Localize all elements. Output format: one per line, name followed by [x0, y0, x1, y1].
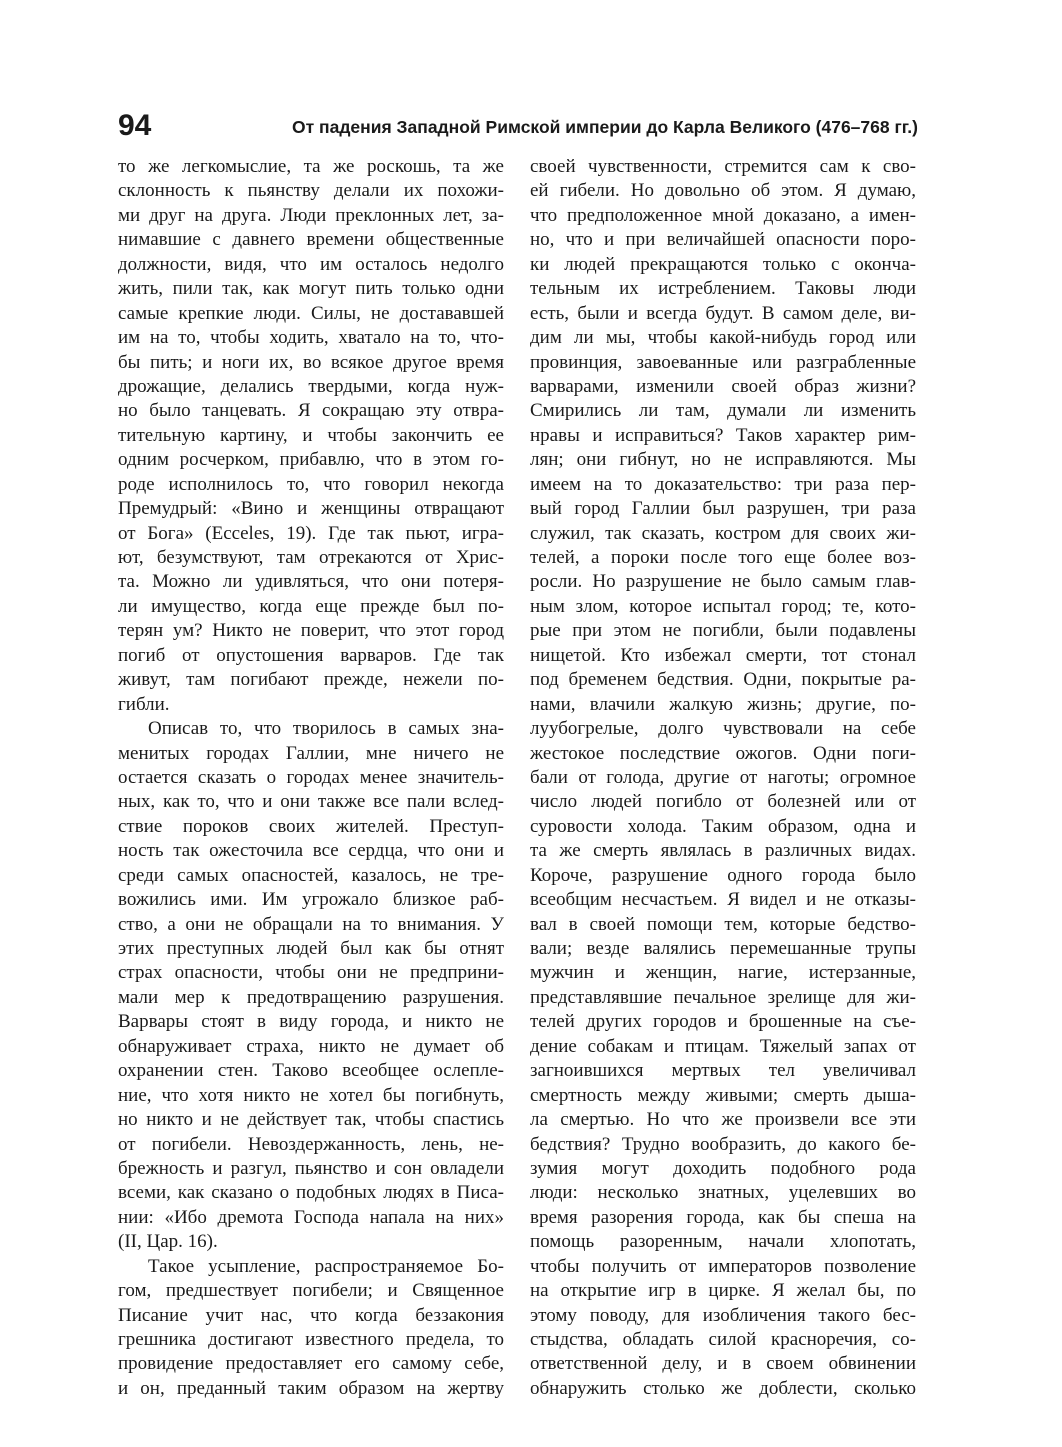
text-line: ки людей прекращаются только с оконча-: [530, 253, 916, 275]
running-title: От падения Западной Римской империи до Карла Великого (476–768 гг.): [291, 117, 918, 137]
text-line: роде исполнилось то, что говорил некогда: [118, 473, 504, 495]
text-line: им на то, чтобы ходить, хватало на то, что-: [118, 327, 504, 349]
text-line: ство, а они не обращали на то внимания. У: [118, 913, 504, 935]
text-line: вали; везде валялись перемешанные трупы: [530, 938, 916, 959]
text-line: остается сказать о городах менее значитель-: [118, 766, 504, 788]
text-line: (II, Цар. 16).: [118, 1231, 218, 1253]
text-line: ют, безумствуют, там отрекаются от Хрис-: [118, 547, 504, 568]
text-line: имеем на то доказательство: три раза пер-: [530, 473, 916, 495]
text-line: Писание учит нас, что когда беззакония: [118, 1304, 504, 1326]
text-line: мужчин и женщин, нагие, истерзанные,: [530, 962, 916, 984]
text-line: всеобщим несчастьем. Я видел и не отказы-: [530, 889, 916, 911]
text-line: дим ли мы, чтобы какой-нибудь город или: [530, 327, 916, 349]
text-line: ных, как то, что и они также все пали вслед-: [118, 791, 504, 813]
text-line: гом, предшествует погибели; и Священное: [118, 1280, 504, 1302]
text-line: Премудрый: «Вино и женщины отвращают: [118, 498, 504, 520]
text-line: лян; они гибнут, но не исправляются. Мы: [530, 449, 916, 471]
text-line: телей других городов и брошенные на съе-: [530, 1011, 916, 1033]
text-line: что предположенное мной доказано, а имен-: [530, 204, 916, 226]
text-line: под бременем бедствия. Одни, покрытые ра-: [530, 669, 916, 691]
text-line: этому поводу, для изобличения такого бес-: [530, 1304, 916, 1326]
text-line: ным злом, которое испытал город; те, кото-: [530, 595, 916, 617]
text-line: тельным их истреблением. Таковы люди: [530, 278, 916, 300]
text-line: брежность и разгул, пьянство и сон овладели: [118, 1157, 504, 1179]
text-line: Короче, разрушение одного города было: [530, 864, 916, 886]
text-line: нимавшие с давнего времени общественные: [118, 229, 504, 251]
text-line: этих преступных людей был как бы отнят: [118, 938, 504, 959]
text-line: гибли.: [118, 693, 170, 715]
text-line: Варвары стоят в виду города, и никто не: [118, 1011, 504, 1033]
text-line: мали мер к предотвращению разрушения.: [118, 986, 504, 1008]
text-line: люди: несколько знатных, уцелевших во: [530, 1182, 916, 1204]
text-line: своей чувственности, стремится сам к сво-: [530, 156, 916, 177]
text-line: нии: «Ибо дремота Господа напала на них»: [118, 1206, 504, 1228]
text-line: число людей погибло от болезней или от: [530, 791, 916, 813]
text-line: жить, пили так, как могут пить только одни: [118, 278, 504, 300]
text-line: время разорения города, как бы спеша на: [530, 1206, 916, 1228]
text-line: тительную картину, и чтобы закончить ее: [118, 424, 504, 446]
text-line: суровости холода. Таким образом, одна и: [530, 815, 916, 837]
text-line: провинция, завоеванные или разграбленные: [530, 351, 916, 373]
text-line: дение собакам и птицам. Тяжелый запах от: [530, 1035, 916, 1057]
text-column-right: [530, 155, 916, 1401]
text-line: то же легкомыслие, та же роскошь, та же: [118, 156, 504, 177]
text-line: представлявшие печальное зрелище для жи-: [530, 986, 916, 1008]
text-line: жестокое последствие ожогов. Одни поги-: [530, 742, 916, 764]
text-line: лyубогрелые, долго чувствовали на себе: [530, 718, 916, 740]
text-line: ответственной делу, и в своем обвинении: [530, 1353, 916, 1375]
text-line: ность так ожесточила все сердца, что они и: [118, 840, 504, 862]
text-line: страх опасности, чтобы они не предприни-: [118, 962, 504, 984]
text-line: среди самых опасностей, казалось, не тре-: [118, 864, 504, 886]
text-line: телей, а пороки после того еще более воз-: [530, 547, 916, 568]
text-column-left: [118, 155, 504, 1401]
text-line: терян ум? Никто не поверит, что этот город: [118, 620, 504, 642]
text-line: бедствия? Трудно вообразить, до какого бе-: [530, 1133, 916, 1155]
text-line: нравы и исправиться? Таков характер рим-: [530, 424, 916, 446]
text-line: смертность между живыми; смерть дыша-: [530, 1084, 916, 1106]
text-line: живут, там погибают прежде, нежели по-: [118, 669, 504, 691]
text-line: обнаруживает страха, никто не думает об: [118, 1035, 504, 1057]
text-line: дрожащие, делались твердыми, когда нуж-: [118, 375, 504, 397]
text-line: ми друг на друга. Люди преклонных лет, за-: [118, 204, 504, 226]
text-line: служил, так сказать, костром для своих жи-: [530, 522, 916, 544]
text-line: всеми, как сказано о подобных людях в Писа-: [118, 1182, 504, 1204]
text-line: должности, видя, что им осталось недолго: [118, 253, 504, 275]
text-line: бы пить; и ноги их, во всякое другое время: [118, 351, 504, 373]
text-line: бали от голода, другие от наготы; огромное: [530, 766, 916, 788]
text-line: и он, преданный таким образом на жертву: [118, 1377, 504, 1399]
text-line: менитых городах Галлии, мне ничего не: [118, 742, 504, 764]
text-line: охранении стен. Таково всеобщее ослепле-: [118, 1060, 504, 1082]
text-line: на открытие игр в цирке. Я желал бы, по: [530, 1280, 916, 1302]
text-line: провидение предоставляет его самому себе,: [118, 1353, 504, 1375]
text-line: есть, были и всегда будут. В самом деле, ви-: [530, 302, 916, 324]
text-line: рые при этом не погибли, были подавлены: [530, 620, 916, 642]
text-line: от погибели. Невоздержанность, лень, не-: [118, 1133, 504, 1155]
text-line: ствие пороков своих жителей. Преступ-: [118, 815, 504, 837]
text-line: но никто и не действует так, чтобы спастись: [118, 1109, 504, 1131]
text-line: погиб от опустошения варваров. Где так: [118, 644, 504, 666]
text-line: та. Можно ли удивляться, что они потеря-: [118, 571, 504, 593]
page-header: [118, 108, 918, 148]
text-line: вал в своей помощи тем, которые бедство-: [530, 913, 916, 935]
text-line: ла смертью. Но что же произвели все эти: [530, 1109, 916, 1131]
text-line: нищетой. Кто избежал смерти, тот стонал: [530, 644, 916, 666]
text-line: ли имущество, когда еще прежде был по-: [118, 595, 504, 617]
text-line: обнаружить столько же доблести, сколько: [530, 1377, 916, 1399]
text-line: грешника достигают известного предела, то: [118, 1329, 504, 1350]
text-line: загноившихся мертвых тел увеличивал: [530, 1060, 916, 1082]
text-line: варварами, изменили своей образ жизни?: [530, 375, 916, 397]
text-line: чтобы получить от императоров позволение: [530, 1255, 916, 1277]
text-line: самые крепкие люди. Силы, не достававшей: [118, 302, 504, 324]
text-line: склонность к пьянству делали их похожи-: [118, 180, 504, 202]
text-line: но было танцевать. Я сокращаю эту отвра-: [118, 400, 504, 422]
text-line: от Бога» (Eccеles, 19). Где так пьют, игра-: [118, 522, 504, 544]
text-line: одним росчерком, прибавлю, что в этом го-: [118, 449, 504, 471]
text-line: вожились ими. Им угрожало близкое раб-: [118, 889, 504, 911]
text-line: помощь разоренным, начали хлопотать,: [530, 1231, 916, 1253]
text-line: ние, что хотя никто не хотел бы погибнуть,: [118, 1084, 504, 1106]
text-line: стыдства, обладать силой красноречия, со-: [530, 1329, 916, 1350]
text-line: вый город Галлии был разрушен, три раза: [530, 498, 916, 520]
text-line: росли. Но разрушение не было самым глав-: [530, 571, 916, 593]
text-line: та же смерть являлась в различных видах.: [530, 840, 916, 862]
text-line: нами, влачили жалкую жизнь; другие, по-: [530, 693, 916, 715]
page-number: 94: [118, 109, 152, 142]
text-line: Такое усыпление, распространяемое Бо-: [148, 1255, 504, 1277]
text-line: зумия могут доходить подобного рода: [530, 1157, 916, 1179]
text-line: но, что и при величайшей опасности поро-: [530, 229, 916, 251]
text-line: Описав то, что творилось в самых зна-: [148, 718, 504, 740]
text-line: ей гибели. Но довольно об этом. Я думаю,: [530, 180, 916, 202]
text-line: Смирились ли там, думали ли изменить: [530, 400, 916, 422]
